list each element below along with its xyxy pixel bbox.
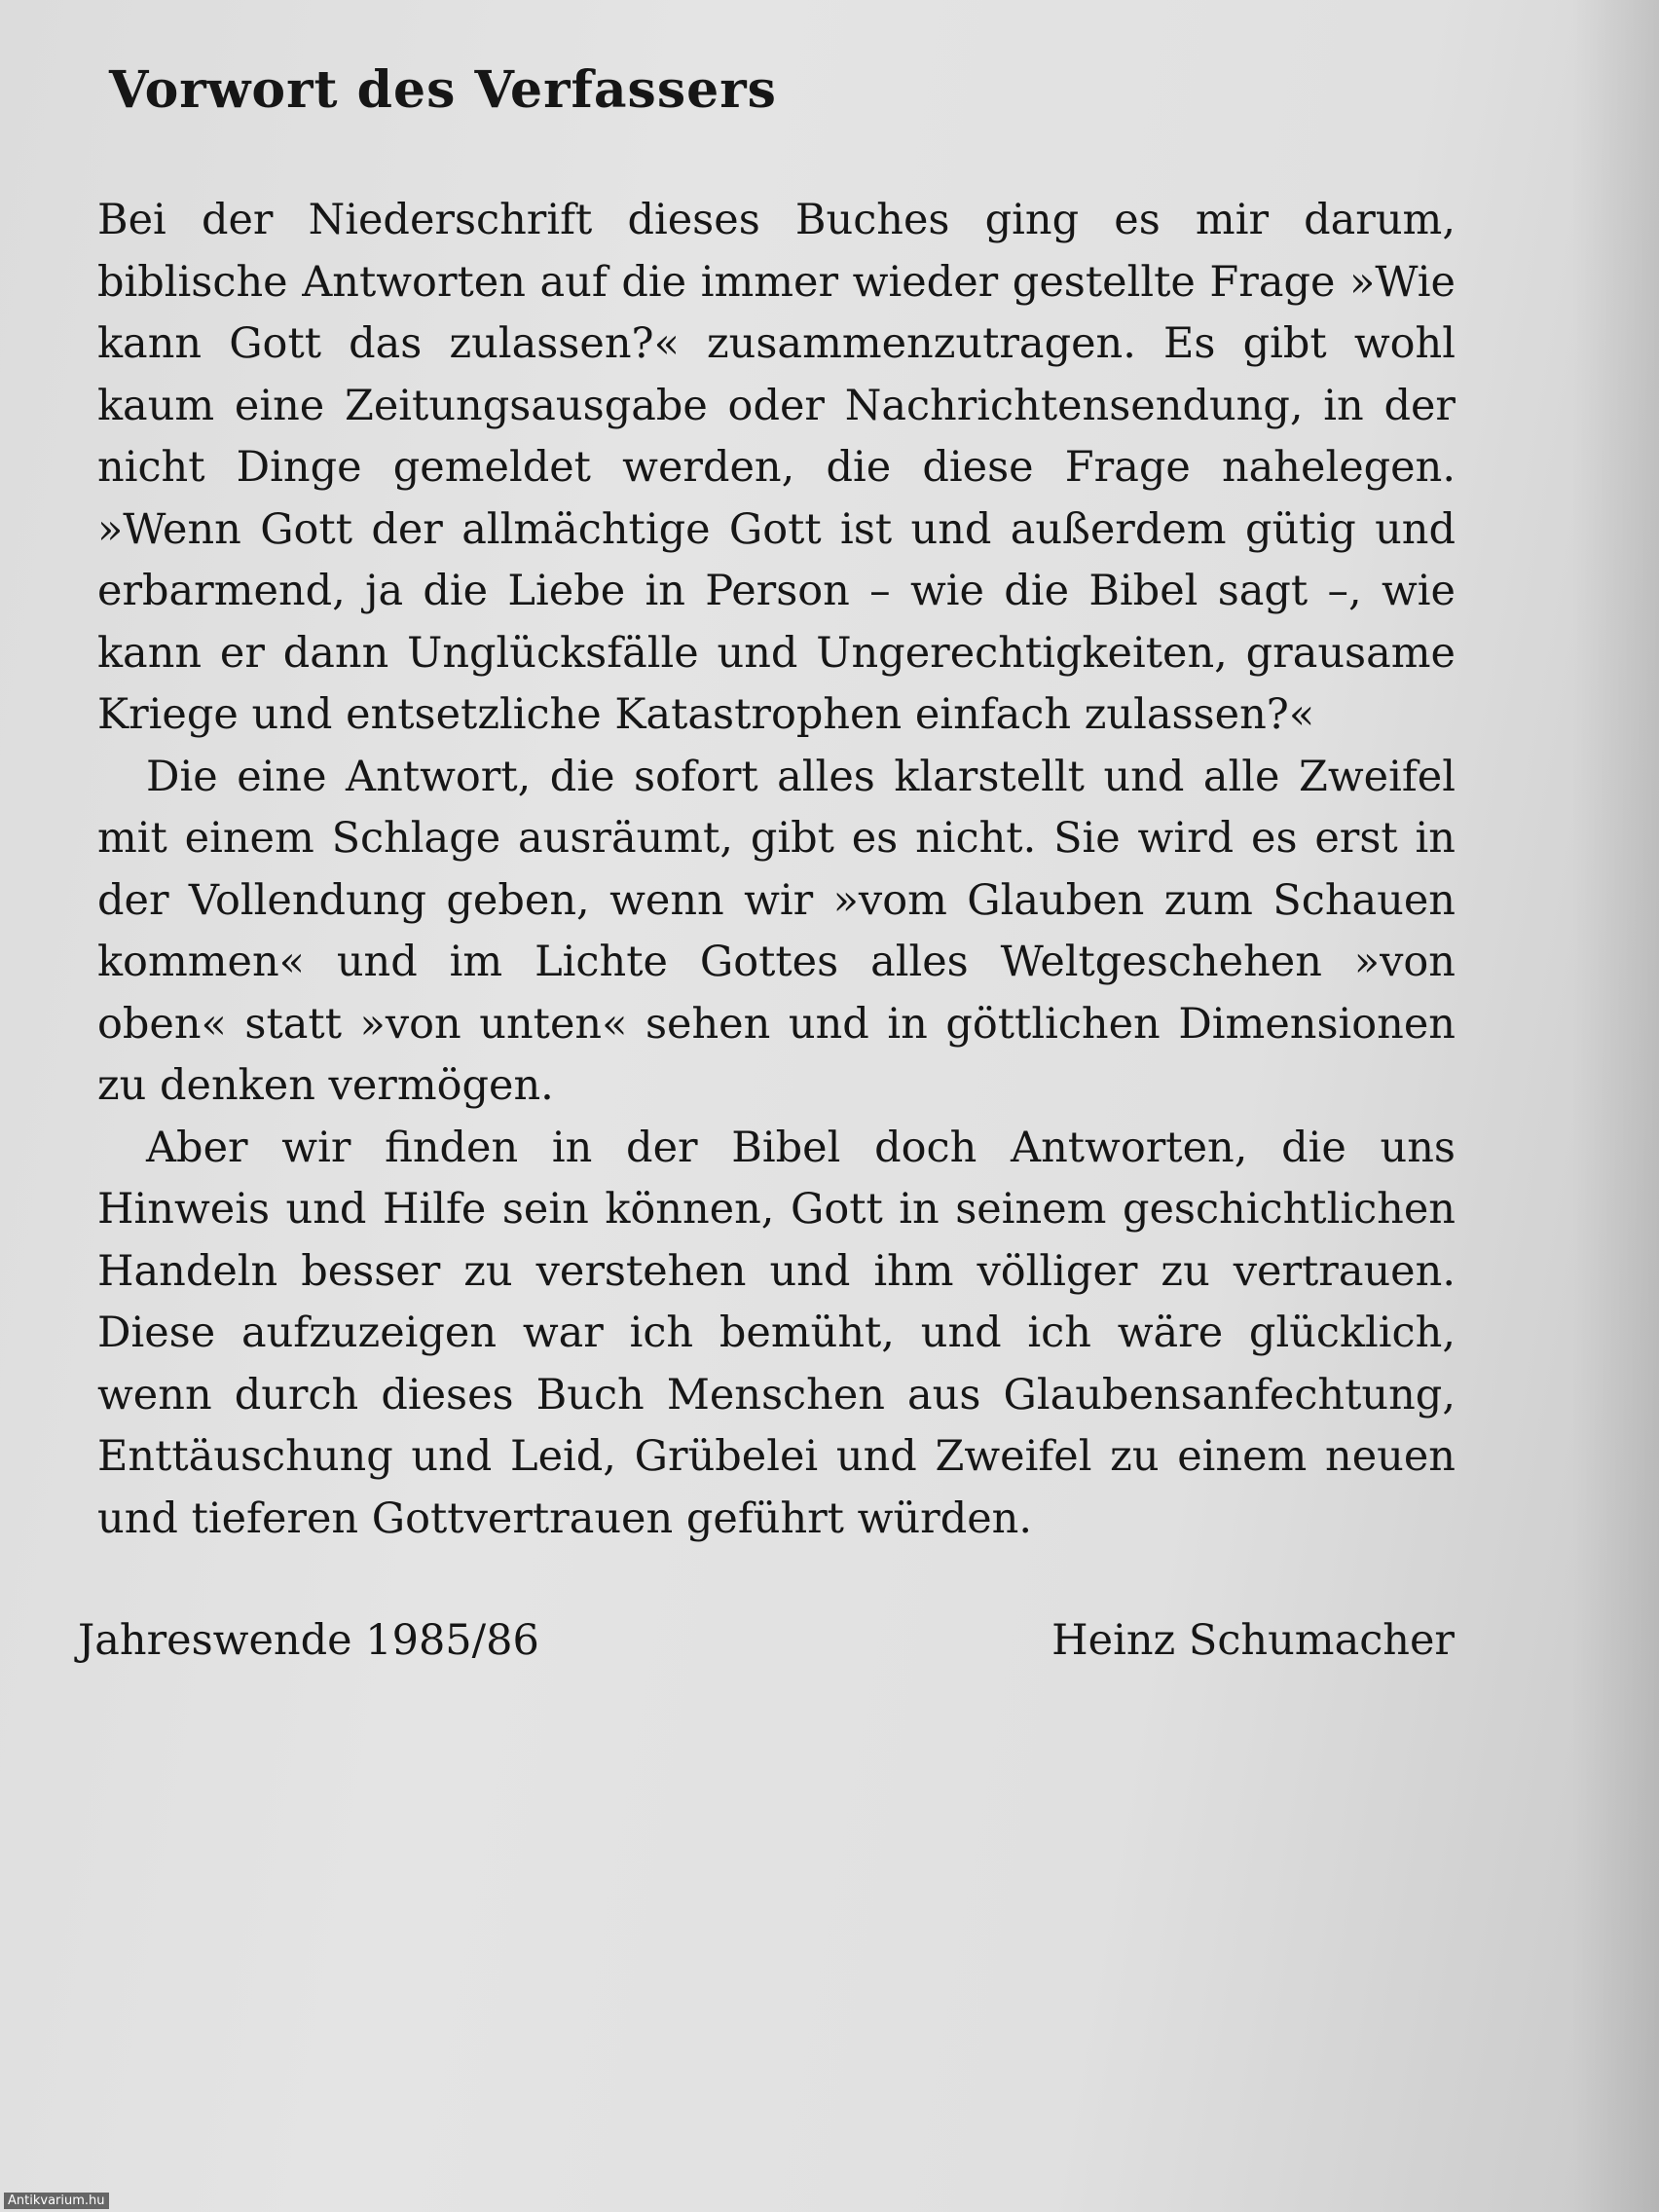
page-title: Vorwort des Verfassers [109, 60, 777, 120]
paragraph-3: Aber wir finden in der Bibel doch Antworten, die uns Hinweis und Hilfe sein können, Gott in seinem geschichtlichen Handeln besser zu verstehen und ihm völliger zu vertrauen. Diese aufzuzeigen war ich bemüht, und ich wäre glücklich, wenn durch dieses Buch Menschen aus Glaubensanfechtung, Enttäuschung und Leid, Grübelei und Zweifel zu einem neuen und tieferen Gottvertrauen geführt würden. [97, 1123, 1456, 1543]
watermark: Antikvarium.hu [4, 2193, 109, 2209]
author-signature: Heinz Schumacher [1051, 1616, 1455, 1665]
date-line: Jahreswende 1985/86 [78, 1616, 539, 1665]
paragraph-2: Die eine Antwort, die sofort alles klarstellt und alle Zweifel mit einem Schlage ausräumt, gibt es nicht. Sie wird es erst in der Vollendung geben, wenn wir »vom Glauben zum Schauen kommen« und im Lichte Gottes alles Weltgeschehen »von oben« statt »von unten« sehen und in göttlichen Dimensionen zu denken vermögen. [97, 752, 1456, 1110]
body-text [97, 190, 1456, 1550]
paragraph-1: Bei der Niederschrift dieses Buches ging es mir darum, biblische Antworten auf die immer wieder gestellte Frage »Wie kann Gott das zulassen?« zusammenzutragen. Es gibt wohl kaum eine Zeitungsausgabe oder Nachrichtensendung, in der nicht Dinge gemeldet werden, die diese Frage nahelegen. »Wenn Gott der allmächtige Gott ist und außerdem gütig und erbarmend, ja die Liebe in Person – wie die Bibel sagt –, wie kann er dann Unglücksfälle und Ungerechtigkeiten, grausame Kriege und entsetzliche Katastrophen einfach zulassen?« [97, 196, 1456, 739]
page-shadow [1571, 0, 1659, 2212]
